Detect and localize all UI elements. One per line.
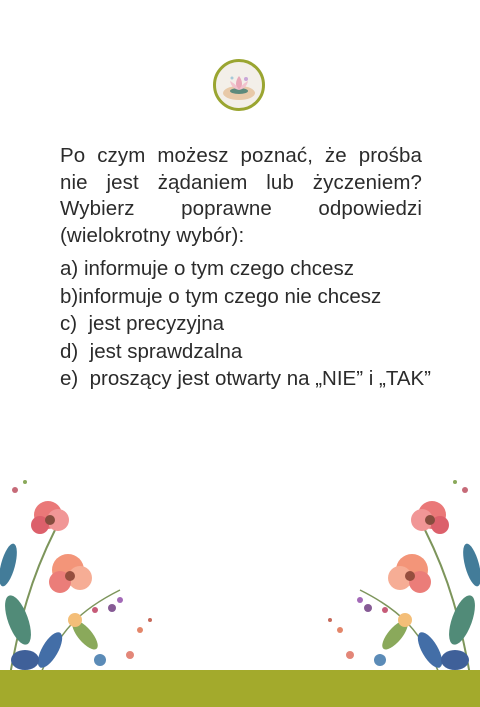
answer-label: b) <box>60 284 79 308</box>
answer-option-c[interactable] <box>60 310 431 338</box>
answer-text: informuje o tym czego nie chcesz <box>78 284 382 308</box>
question-text: Po czym możesz poznać, że prośba nie jest żądaniem lub życzeniem? Wybierz poprawne odpowiedzi (wielokrotny wybór): <box>60 144 422 247</box>
answer-label: d) <box>60 339 79 363</box>
answer-label: a) <box>60 257 79 280</box>
answer-label: e) <box>60 367 79 390</box>
answer-list <box>60 255 431 393</box>
answer-label: c) <box>60 312 78 335</box>
bottom-accent-bar <box>0 670 480 707</box>
answer-option-a[interactable] <box>60 255 431 283</box>
answer-option-d[interactable] <box>60 338 431 366</box>
lotus-hands-logo-icon <box>213 59 265 111</box>
answer-text: informuje o tym czego chcesz <box>83 257 354 280</box>
watercolor-flowers-right <box>310 470 480 675</box>
answer-text: jest precyzyjna <box>88 312 225 335</box>
watercolor-flowers-left <box>0 470 170 675</box>
answer-text: jest sprawdzalna <box>89 339 243 363</box>
answer-option-b[interactable] <box>60 283 431 311</box>
answer-text: proszący jest otwarty na „NIE” i „TAK” <box>89 367 432 390</box>
answer-option-e[interactable] <box>60 365 431 393</box>
